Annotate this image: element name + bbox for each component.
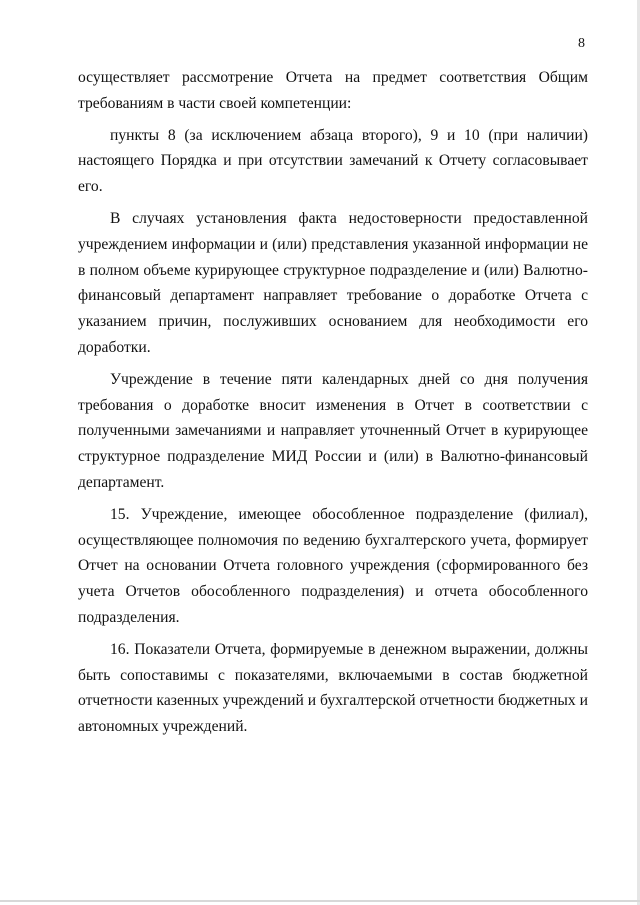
paragraph-6: 16. Показатели Отчета, формируемые в денежном выражении, должны быть сопоставимы с показателями, включаемыми в состав бюджетной отчетности казенных учреждений и бухгалтерской отчетности бюджетных и автономных учреждений. — [78, 640, 588, 736]
paragraph-2: пункты 8 (за исключением абзаца второго), 9 и 10 (при наличии) настоящего Порядка и при отсутствии замечаний к Отчету согласовывает его. — [78, 126, 588, 196]
paragraph-5: 15. Учреждение, имеющее обособленное подразделение (филиал), осуществляющее полномочия по ведению бухгалтерского учета, формирует Отчет на основании Отчета головного учреждения (сформированного без учета Отчетов обособленного подразделения) и отчета обособленного подразделения. — [78, 505, 588, 626]
scan-bottom-edge — [0, 900, 640, 902]
page-number: 8 — [578, 36, 585, 51]
paragraph-4: Учреждение в течение пяти календарных дней со дня получения требования о доработке вносит изменения в Отчет в соответствии с полученными замечаниями и направляет уточненный Отчет в курирующее структурное подразделение МИД России и (или) в Валютно-финансовый департамент. — [78, 370, 588, 491]
paragraph-3: В случаях установления факта недостоверности предоставленной учреждением информации и (или) представления указанной информации не в полном объеме курирующее структурное подразделение и (или) Валютно-финансовый департамент направляет требование о доработке Отчета с указанием причин, послуживших основанием для необходимости его доработки. — [78, 209, 588, 356]
paragraph-1: осуществляет рассмотрение Отчета на предмет соответствия Общим требованиям в части своей компетенции: — [78, 69, 588, 112]
document-body — [78, 65, 588, 740]
